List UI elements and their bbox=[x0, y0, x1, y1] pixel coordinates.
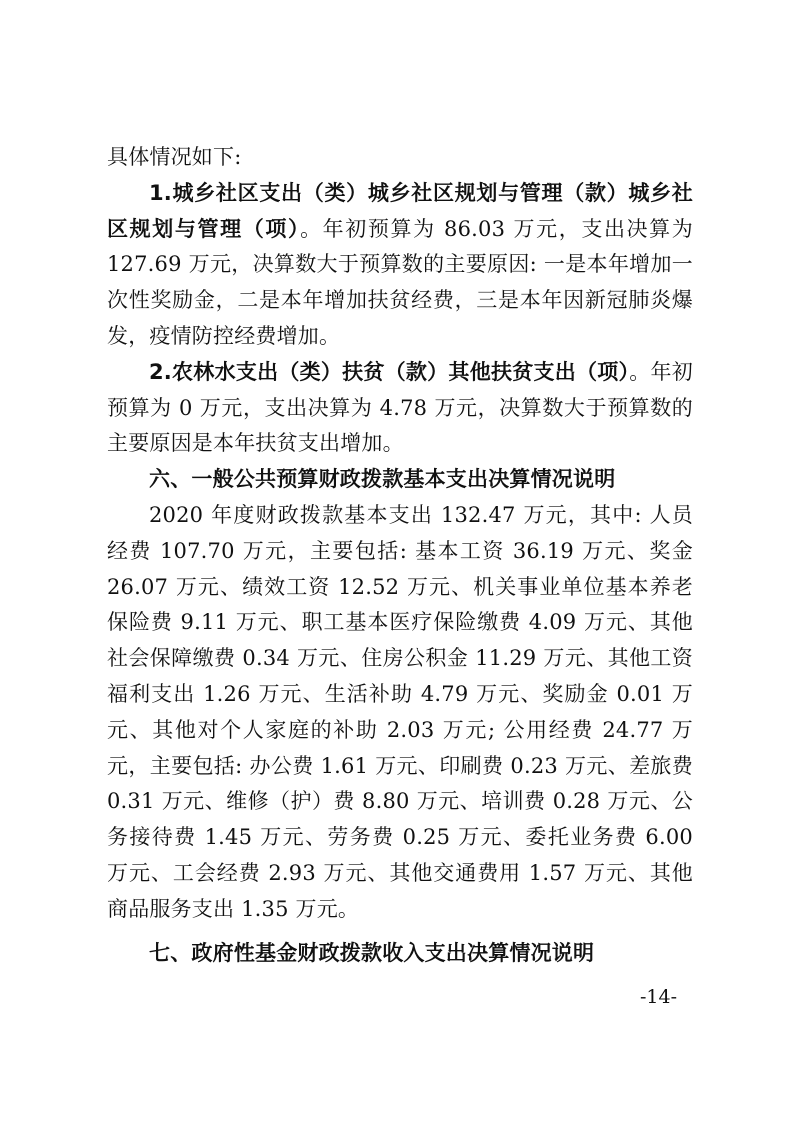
section7-title: 七、政府性基金财政拨款收入支出决算情况说明 bbox=[149, 940, 595, 965]
intro-paragraph bbox=[107, 140, 693, 176]
item1-heading: 1.城乡社区支出（类）城乡社区规划与管理（款）城乡社区规划与管理（项） bbox=[107, 180, 693, 241]
item1-paragraph bbox=[107, 176, 693, 355]
item2-paragraph bbox=[107, 355, 693, 462]
section6-title-paragraph bbox=[107, 462, 693, 498]
section6-body-paragraph bbox=[107, 498, 693, 928]
section6-title: 六、一般公共预算财政拨款基本支出决算情况说明 bbox=[149, 467, 616, 492]
document-body bbox=[107, 140, 693, 971]
section7-title-paragraph bbox=[107, 936, 693, 972]
item1-body: 。年初预算为 86.03 万元，支出决算为 127.69 万元，决算数大于预算数的主要原因: 一是本年增加一次性奖励金，二是本年增加扶贫经费，三是本年因新冠肺炎爆发，疫情防控经费增加。 bbox=[107, 216, 693, 348]
page-number: -14- bbox=[640, 986, 678, 1008]
section6-body: 2020 年度财政拨款基本支出 132.47 万元，其中: 人员经费 107.70 万元，主要包括: 基本工资 36.19 万元、奖金 26.07 万元、绩效工资 12.52 万元、机关事业单位基本养老保险费 9.11 万元、职工基本医疗保险缴费 4.09 万元、其他社会保障缴费 0.34 万元、住房公积金 11.29 万元、其他工资福利支出 1.26 万元、生活补助 4.79 万元、奖励金 0.01 万元、其他对个人家庭的补助 2.03 万元; 公用经费 24.77 万元，主要包括: 办公费 1.61 万元、印刷费 0.23 万元、差旅费 0.31 万元、维修（护）费 8.80 万元、培训费 0.28 万元、公务接待费 1.45 万元、劳务费 0.25 万元、委托业务费 6.00 万元、工会经费 2.93 万元、其他交通费用 1.57 万元、其他商品服务支出 1.35 万元。 bbox=[107, 502, 693, 921]
item2-heading: 2.农林水支出（类）扶贫（款）其他扶贫支出（项） bbox=[149, 359, 630, 384]
item2-body: 。年初预算为 0 万元，支出决算为 4.78 万元，决算数大于预算数的主要原因是本年扶贫支出增加。 bbox=[107, 359, 694, 456]
intro-text: 具体情况如下: bbox=[107, 145, 242, 169]
